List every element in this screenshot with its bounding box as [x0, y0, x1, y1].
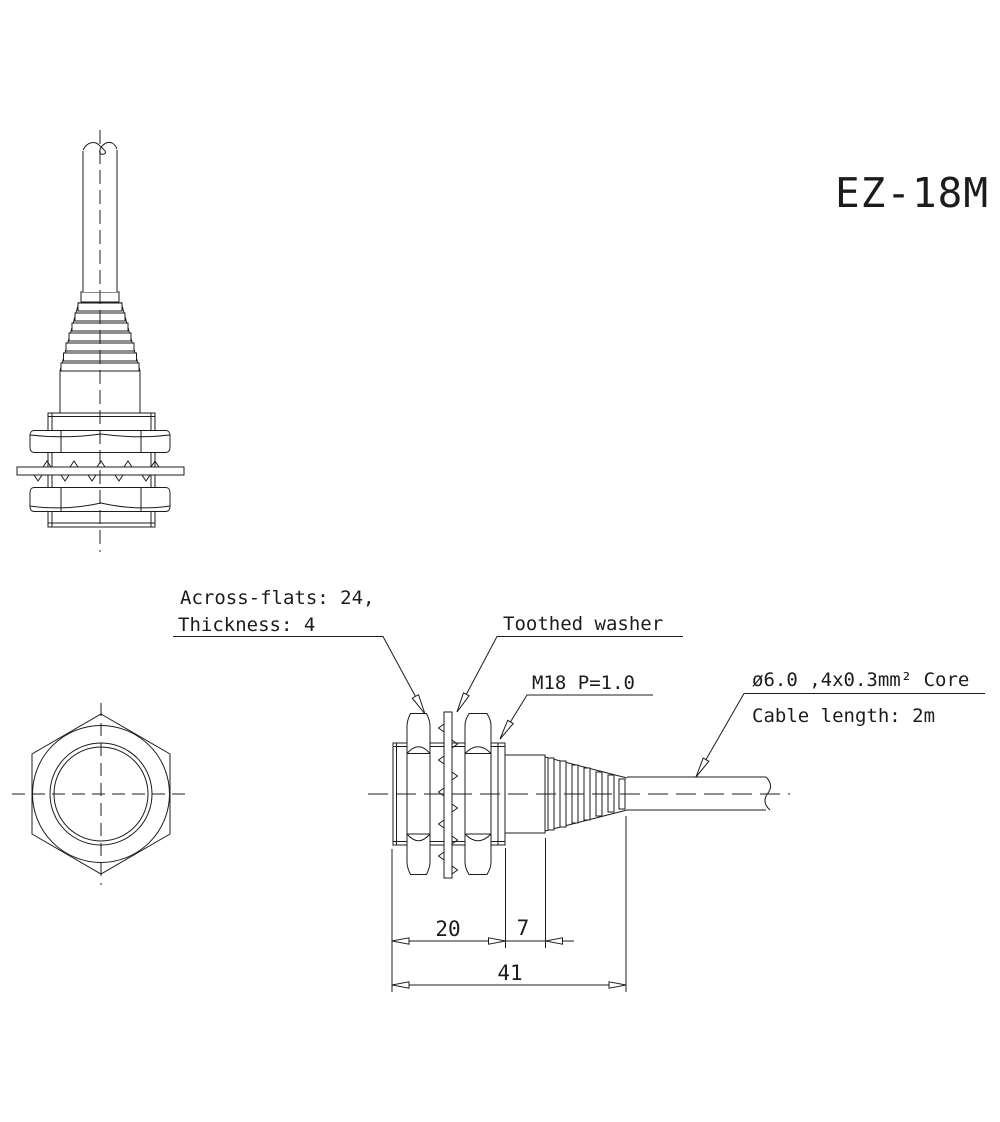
front-view-hexagon	[12, 703, 192, 885]
top-view-sensor	[17, 130, 184, 552]
label-across-flats: Across-flats: 24,	[180, 587, 375, 609]
strain-relief-ribs-side	[548, 758, 625, 830]
label-cable-length: Cable length: 2m	[752, 705, 936, 727]
drawing-title: EZ-18M	[834, 169, 990, 217]
label-cable-spec: ø6.0 ,4x0.3mm² Core	[752, 669, 970, 691]
dim-text-41: 41	[497, 961, 523, 985]
side-view-sensor	[368, 712, 790, 878]
leader-thread-spec	[500, 695, 653, 739]
label-thickness: Thickness: 4	[178, 614, 316, 636]
label-toothed-washer: Toothed washer	[503, 613, 664, 635]
dim-text-7: 7	[516, 916, 530, 940]
leader-across-flats	[173, 637, 425, 715]
label-thread-spec: M18 P=1.0	[532, 672, 635, 694]
dim-text-20: 20	[435, 917, 461, 941]
